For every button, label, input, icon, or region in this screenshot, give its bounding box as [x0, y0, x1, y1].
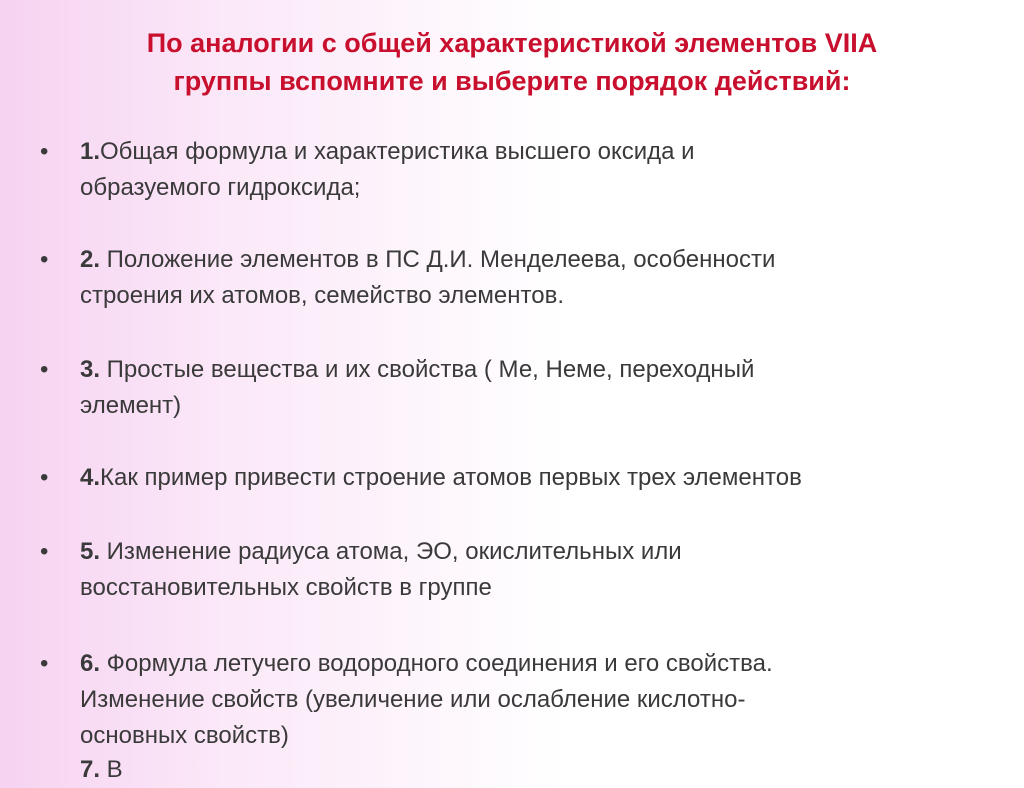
bullet-icon: •	[40, 138, 49, 165]
bullet-icon: •	[40, 356, 49, 383]
list-item-text	[80, 134, 980, 206]
item-number: 6.	[80, 650, 101, 677]
slide-title-line-2: группы вспомните и выберите порядок действий:	[173, 66, 851, 96]
item-number: 3.	[80, 356, 101, 383]
item-line: Простые вещества и их свойства ( Ме, Неме, переходный	[100, 356, 755, 383]
item-number: 5.	[80, 538, 101, 565]
list-item-text	[80, 646, 980, 754]
item-line: восстановительных свойств в группе	[80, 574, 492, 601]
list-item-text	[80, 534, 980, 606]
item-line: основных свойств)	[80, 722, 289, 749]
list-item-text	[80, 460, 980, 496]
item-line: Изменение свойств (увеличение или ослабление кислотно-	[80, 686, 746, 713]
item-number: 2.	[80, 246, 101, 273]
item-line: Формула летучего водородного соединения и его свойства.	[100, 650, 773, 677]
list-item-text	[80, 752, 980, 788]
item-number: 7.	[80, 756, 101, 783]
item-number: 1.	[80, 138, 101, 165]
bullet-icon: •	[40, 246, 49, 273]
item-line: Общая формула и характеристика высшего оксида и	[100, 138, 695, 165]
slide-title-line-1: По аналогии с общей характеристикой элементов VIIA	[146, 28, 878, 58]
item-line: В	[100, 756, 123, 783]
bullet-icon: •	[40, 650, 49, 677]
item-line: строения их атомов, семейство элементов.	[80, 282, 565, 309]
item-number: 4.	[80, 464, 101, 491]
bullet-icon: •	[40, 464, 49, 491]
item-line: Изменение радиуса атома, ЭО, окислительных или	[100, 538, 682, 565]
list-item-text	[80, 242, 980, 314]
list-item-text	[80, 352, 980, 424]
item-line: образуемого гидроксида;	[80, 174, 361, 201]
item-line: элемент)	[80, 392, 182, 419]
item-line: Как пример привести строение атомов первых трех элементов	[100, 464, 802, 491]
item-line: Положение элементов в ПС Д.И. Менделеева, особенности	[100, 246, 776, 273]
bullet-icon: •	[40, 538, 49, 565]
